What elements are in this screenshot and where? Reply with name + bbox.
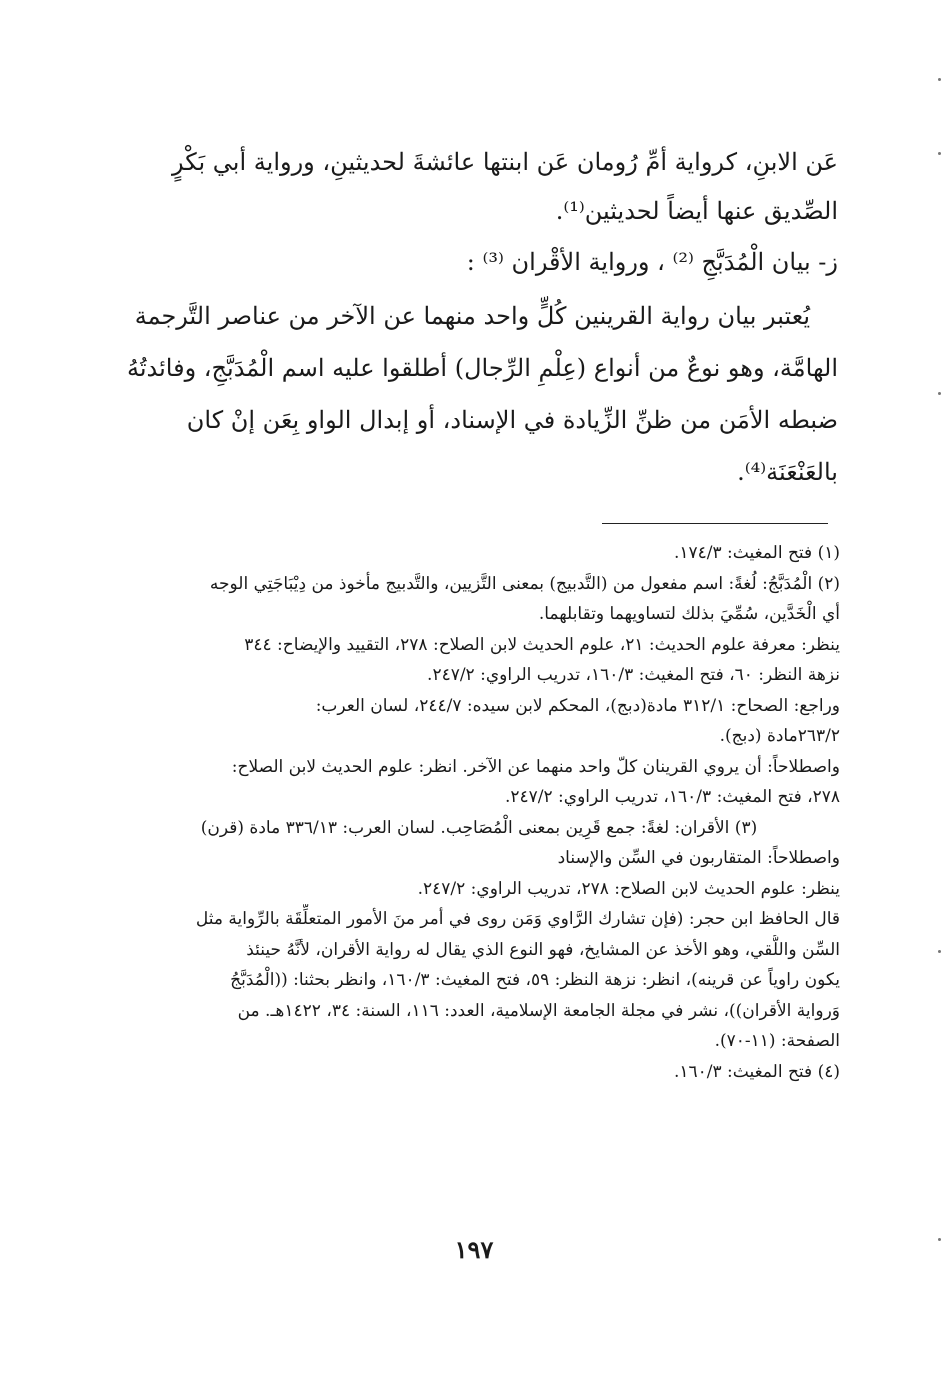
footnote-line: وَرواية الأقران))، نشر في مجلة الجامعة الإسلامية، العدد: ١١٦، السنة: ٣٤، ١٤٢٢هـ. من bbox=[237, 1000, 840, 1021]
scan-speck bbox=[938, 392, 941, 395]
main-line: الهامَّة، وهو نوعٌ من أنواع (عِلْمِ الرِّجال) أطلقوا عليه اسم الْمُدَبَّجِ، وفائدتُهُ bbox=[126, 354, 838, 382]
footnote-line: (٢) الْمُدَبَّجُ: لُغةً: اسم مفعول من (التَّدبيج) بمعنى التَّزيين، والتَّدبيج مأخوذ من دِيْبَاجَتِي الوجه bbox=[209, 573, 840, 594]
section-heading: ز- بيان الْمُدَبَّجِ ⁽²⁾ ، ورواية الأقْران ⁽³⁾ : bbox=[466, 248, 838, 276]
scan-speck bbox=[938, 950, 941, 953]
footnote-line: ينظر: علوم الحديث لابن الصلاح: ٢٧٨، تدريب الراوي: ٢٤٧/٢. bbox=[417, 878, 840, 899]
main-text bbox=[120, 136, 838, 498]
main-line: بالعَنْعَنَة⁽⁴⁾. bbox=[737, 458, 838, 486]
footnote-separator bbox=[602, 523, 828, 524]
footnote-line: ٢٧٨، فتح المغيث: ١٦٠/٣، تدريب الراوي: ٢٤٧/٢. bbox=[504, 787, 840, 807]
footnote-line: السِّن واللُّقي، وهو الأخذ عن المشايخ، فهو النوع الذي يقال له رواية الأقران، لأنَّهُ حينئذ bbox=[246, 939, 840, 960]
footnotes bbox=[118, 538, 840, 1087]
footnote-line: ينظر: معرفة علوم الحديث: ٢١، علوم الحديث لابن الصلاح: ٢٧٨، التقييد والإيضاح: ٣٤٤ bbox=[244, 634, 840, 655]
footnote-line: واصطلاحاً: المتقاربون في السِّن والإسناد bbox=[557, 848, 840, 868]
main-line: يُعتبر بيان رواية القرينين كُلٍّ واحد منهما عن الآخر من عناصر التَّرجمة bbox=[134, 302, 810, 330]
footnote-line: (٤) فتح المغيث: ١٦٠/٣. bbox=[673, 1061, 840, 1082]
main-line: الصِّديق عنها أيضاً لحديثين⁽¹⁾. bbox=[555, 197, 838, 225]
footnote-line: الصفحة: (١١-٧٠). bbox=[714, 1031, 840, 1051]
scan-speck bbox=[938, 78, 941, 81]
footnote-line: (٣) الأقران: لغةً: جمع قَرِين بمعنى الْمُصَاحِب. لسان العرب: ٣٣٦/١٣ مادة (قرن) bbox=[200, 817, 758, 838]
footnote-line: ٢٦٣/٢مادة (دبج). bbox=[719, 726, 840, 746]
main-line: عَن الابنِ، كرواية أمِّ رُومان عَن ابنتها عائشةَ لحديثينِ، ورواية أبي بَكْرٍ bbox=[171, 148, 838, 176]
scan-speck bbox=[938, 152, 941, 155]
footnote-line: (١) فتح المغيث: ١٧٤/٣. bbox=[673, 543, 840, 563]
footnote-line: أي الْخَدَّين، سُمِّيَ بذلك لتساويهما وتقابلهما. bbox=[538, 604, 840, 624]
footnote-line: وراجع: الصحاح: ٣١٢/١ مادة(دبج)، المحكم لابن سيده: ٢٤٤/٧، لسان العرب: bbox=[315, 695, 840, 716]
footnote-line: نزهة النظر: ٦٠، فتح المغيث: ١٦٠/٣، تدريب الراوي: ٢٤٧/٢. bbox=[427, 665, 840, 685]
footnote-line: قال الحافظ ابن حجر: (فإن تشارك الرَّاوي وَمَن روى في أمر منَ الأمور المتعلِّقَة بالرِّواية مثل bbox=[195, 909, 840, 929]
page-number: ١٩٧ bbox=[454, 1235, 494, 1264]
main-line: ضبطه الأمَن من ظنِّ الزِّيادة في الإسناد، أو إبدال الواو بِعَن إنْ كان bbox=[186, 406, 838, 434]
scan-speck bbox=[938, 1238, 941, 1241]
footnote-line: يكون راوياً عن قرينه)، انظر: نزهة النظر: ٥٩، فتح المغيث: ١٦٠/٣، وانظر بحثنا: ((الْمُدَبَّجُ bbox=[230, 970, 840, 990]
footnote-line: واصطلاحاً: أن يروي القرينان كلّ واحد منهما عن الآخر. انظر: علوم الحديث لابن الصلاح: bbox=[231, 756, 840, 777]
